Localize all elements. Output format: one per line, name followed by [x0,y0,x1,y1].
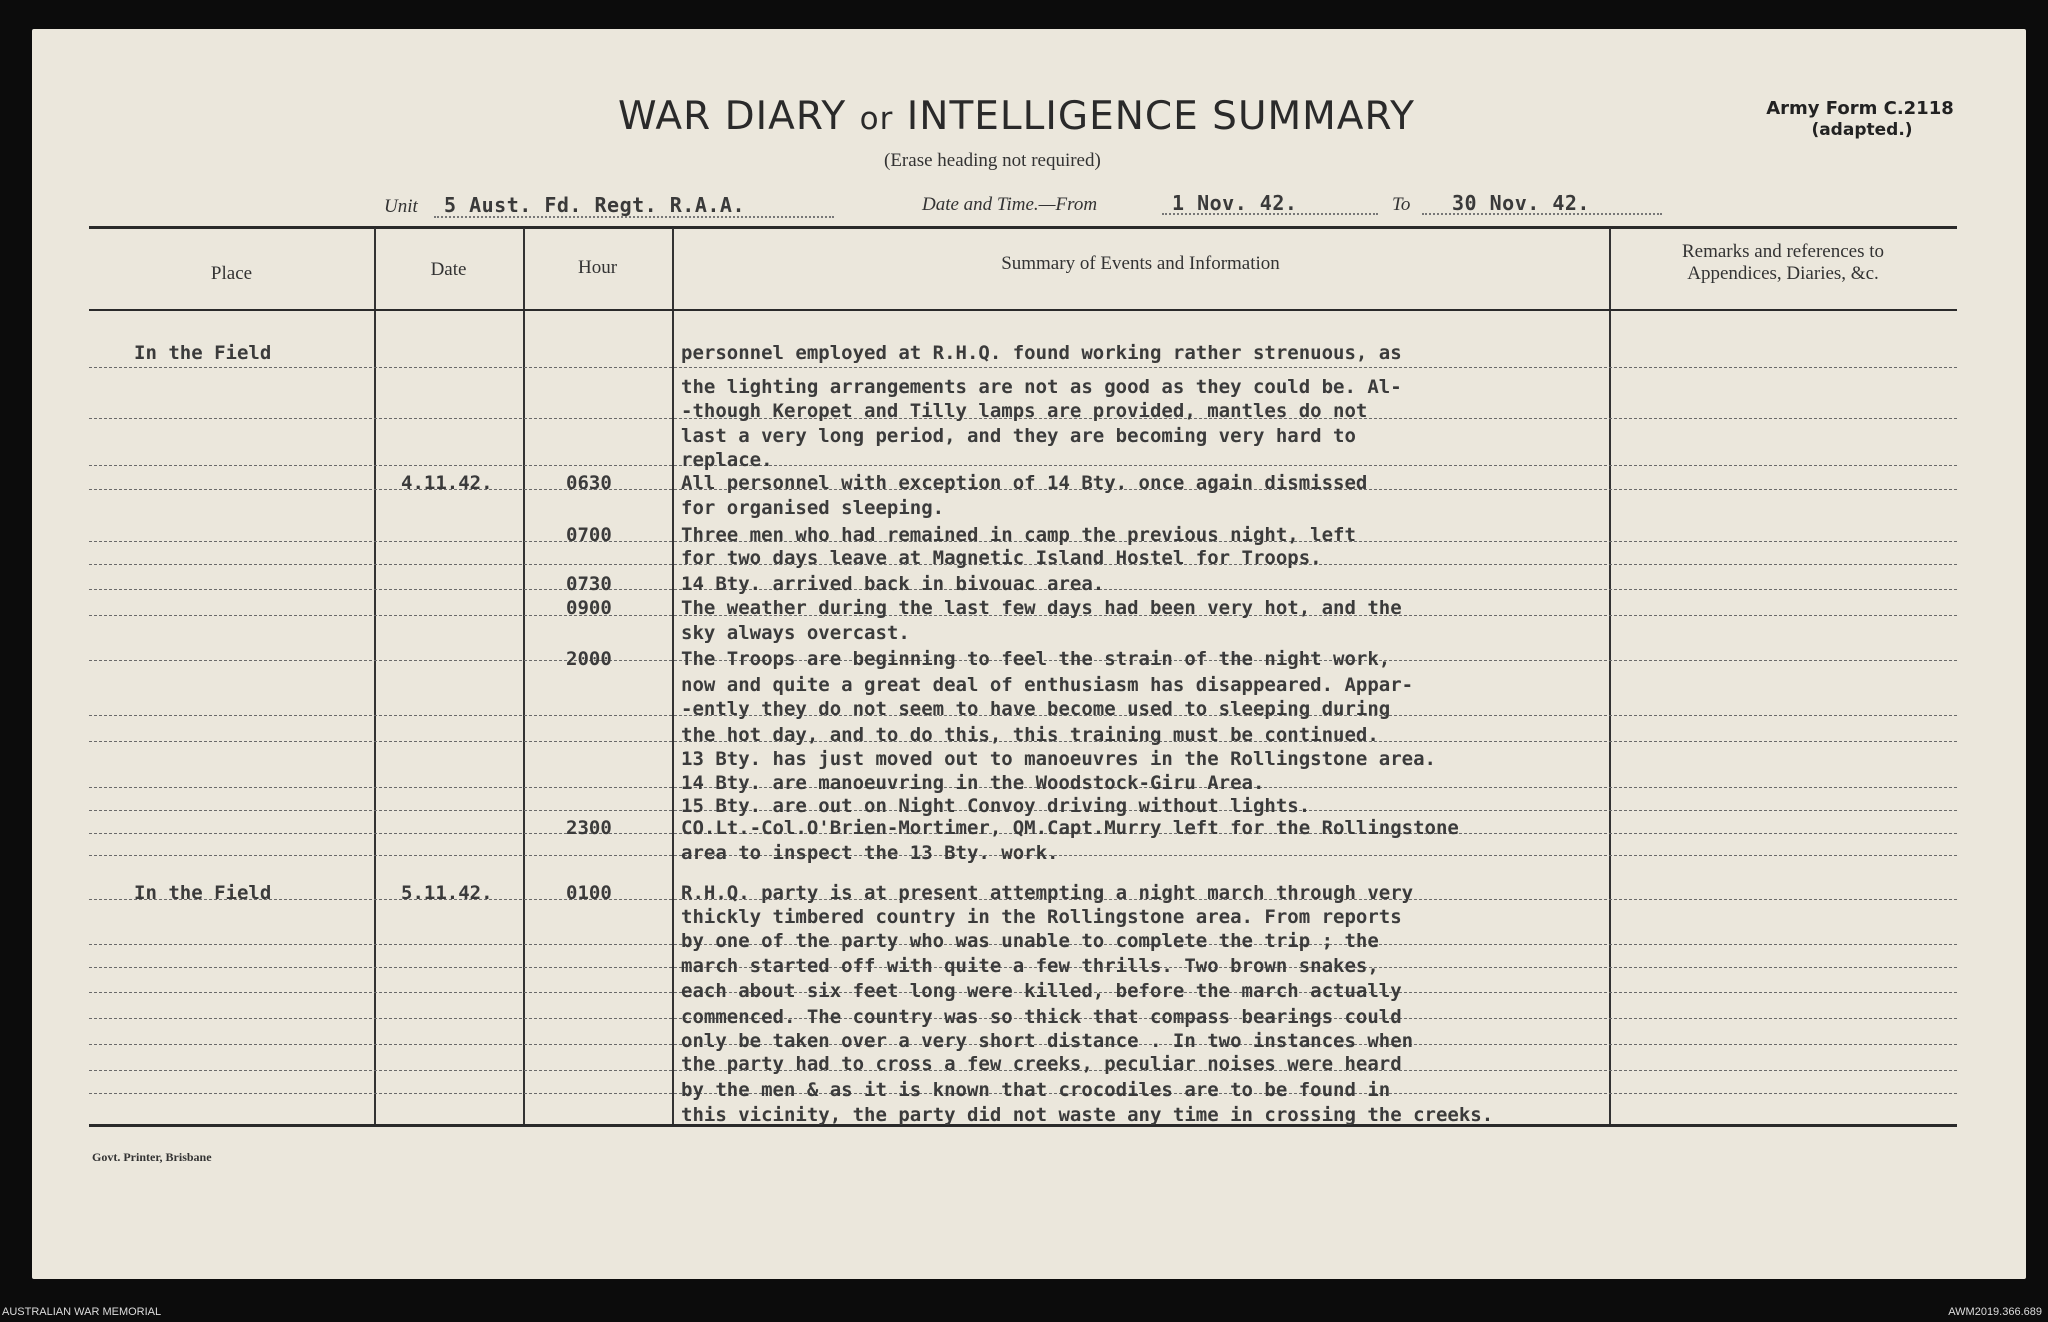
entry-text: the party had to cross a few creeks, peculiar noises were heard [681,1053,1402,1075]
entry-text: 13 Bty. has just moved out to manoeuvres in the Rollingstone area. [681,748,1436,770]
unit-label: Unit [384,196,418,217]
date-from-dotline [1162,213,1378,215]
entry-hour: 0100 [566,882,612,904]
date-from-label: Date and Time.—From [922,194,1098,215]
entry-text: the hot day, and to do this, this training must be continued. [681,724,1379,746]
entry-text: R.H.Q. party is at present attempting a night march through very [681,882,1414,904]
entry-text: the lighting arrangements are not as good as they could be. Al- [681,376,1402,398]
entry-hour: 0630 [566,472,612,494]
entry-place: In the Field [134,342,272,364]
entry-hour: 0900 [566,597,612,619]
date-to-label: To [1392,194,1411,215]
date-to-value: 30 Nov. 42. [1452,191,1590,215]
archive-reference: AWM2019.366.689 [1948,1306,2042,1318]
form-number: Army Form C.2118 [1766,98,1954,119]
entry-text: by the men & as it is known that crocodiles are to be found in [681,1079,1391,1101]
divider-hour-summary [672,228,674,1124]
entry-text: by one of the party who was unable to complete the trip ; the [681,930,1379,952]
entry-text: The weather during the last few days had been very hot, and the [681,597,1402,619]
entry-hour: 2000 [566,648,612,670]
entry-text: only be taken over a very short distance . In two instances when [681,1030,1414,1052]
unit-dotline [434,216,834,218]
entry-text: All personnel with exception of 14 Bty. once again dismissed [681,472,1368,494]
entry-text: this vicinity, the party did not waste any time in crossing the creeks. [681,1104,1494,1126]
entry-text: -ently they do not seem to have become used to sleeping during [681,698,1391,720]
entry-text: commenced. The country was so thick that compass bearings could [681,1006,1402,1028]
entry-text: thickly timbered country in the Rollingstone area. From reports [681,906,1402,928]
divider-summary-remarks [1609,228,1611,1124]
entry-text: Three men who had remained in camp the previous night, left [681,524,1356,546]
form-adapted: (adapted.) [1811,120,1913,140]
form-subtitle: (Erase heading not required) [884,150,1101,171]
title-or: or [859,101,894,137]
entry-text: 14 Bty. arrived back in bivouac area. [681,573,1105,595]
entry-place: In the Field [134,882,272,904]
divider-date-hour [523,228,525,1124]
date-to-dotline [1422,213,1662,215]
form-title [618,94,1415,139]
entry-text: 14 Bty. are manoeuvring in the Woodstock-Giru Area. [681,772,1265,794]
entry-text: now and quite a great deal of enthusiasm has disappeared. Appar- [681,674,1414,696]
entry-text: for organised sleeping. [681,497,945,519]
column-header-place: Place [210,263,253,284]
entry-hour: 2300 [566,817,612,839]
entry-text: personnel employed at R.H.Q. found working rather strenuous, as [681,342,1402,364]
column-header-remarks-2: Appendices, Diaries, &c. [1687,263,1879,284]
header-rule [89,309,1957,311]
entry-hour: 0730 [566,573,612,595]
entry-text: 15 Bty. are out on Night Convoy driving without lights. [681,795,1311,817]
entry-date: 5.11.42. [401,882,493,904]
entry-hour: 0700 [566,524,612,546]
column-header-hour: Hour [577,257,618,278]
title-main: WAR DIARY [618,94,847,139]
entry-date: 4.11.42. [401,472,493,494]
entry-text: The Troops are beginning to feel the strain of the night work, [681,648,1391,670]
entry-text: area to inspect the 13 Bty. work. [681,842,1059,864]
entry-text: replace. [681,449,773,471]
entry-text: march started off with quite a few thrills. Two brown snakes, [681,955,1379,977]
archive-caption: AUSTRALIAN WAR MEMORIAL [2,1306,162,1318]
ruled-line [89,465,1957,466]
entry-text: CO.Lt.-Col.O'Brien-Mortimer, QM.Capt.Murry left for the Rollingstone [681,817,1459,839]
column-header-summary: Summary of Events and Information [1001,253,1280,274]
date-from-value: 1 Nov. 42. [1172,191,1298,215]
entry-text: -though Keropet and Tilly lamps are provided, mantles do not [681,400,1368,422]
entry-text: each about six feet long were killed, before the march actually [681,980,1402,1002]
column-header-date: Date [430,259,467,280]
printer-imprint: Govt. Printer, Brisbane [92,1150,212,1164]
entry-text: for two days leave at Magnetic Island Hostel for Troops. [681,547,1322,569]
title-rest: INTELLIGENCE SUMMARY [906,94,1415,139]
unit-value: 5 Aust. Fd. Regt. R.A.A. [444,193,745,217]
divider-place-date [374,228,376,1124]
entry-text: sky always overcast. [681,622,910,644]
column-header-remarks-1: Remarks and references to [1681,241,1885,262]
table-top-rule [89,226,1957,229]
ruled-line [89,367,1957,368]
entry-text: last a very long period, and they are becoming very hard to [681,425,1356,447]
